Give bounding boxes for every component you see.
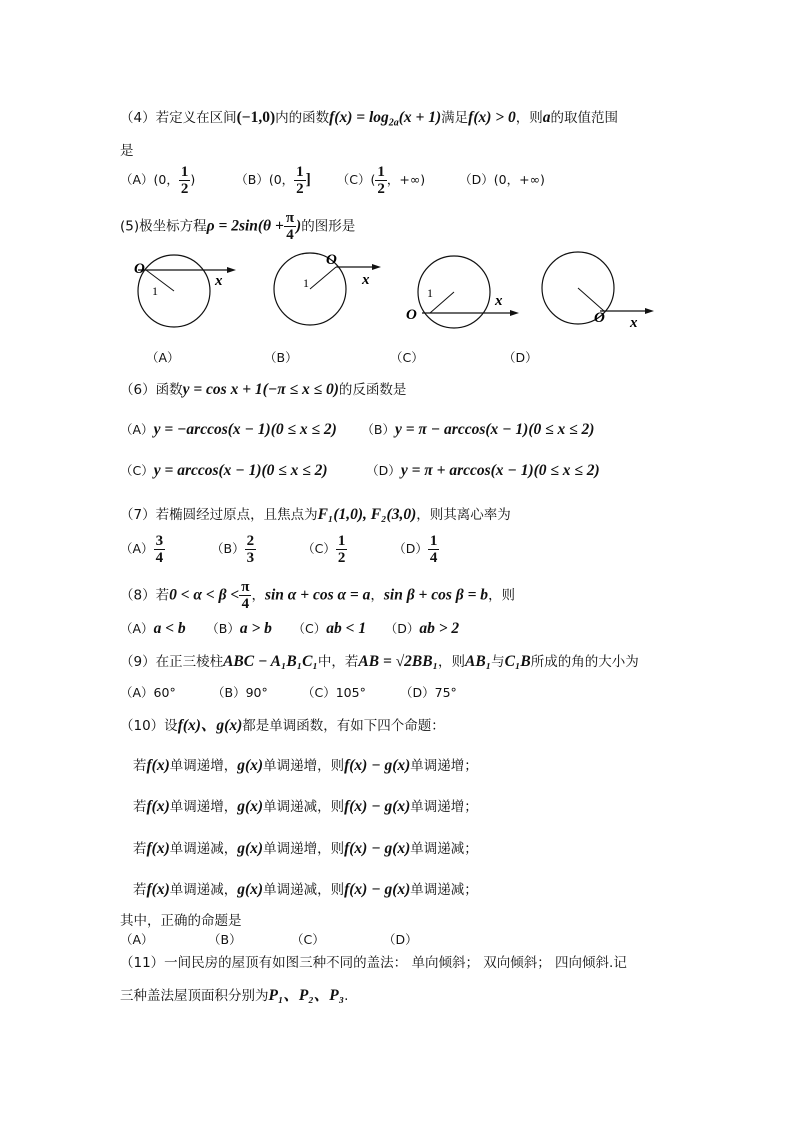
prop4-ruo: 若 [133,882,147,898]
q7-a-num: 3 [155,533,164,549]
q4-option-a [120,164,196,197]
q8-options [120,619,459,638]
prop3-s3: 单调递减； [410,841,478,857]
prop3-f: f(x) [146,840,170,857]
q4-b-pre: （B）(0， [235,172,295,187]
q8-cond: 0 < α < β < [169,586,240,604]
q11-pre: 三种盖法屋顶面积分别为 [120,988,269,1004]
q4-b-den: 2 [296,181,304,197]
q4-option-c [336,164,426,197]
q8-a-label: （A） [120,621,154,636]
q4-c-frac [375,164,387,197]
q5-option-c: （C） [390,350,424,365]
prop4-s2: 单调递减，则 [263,882,345,898]
q6-suffix: 的反函数是 [338,382,407,398]
prop4-f: f(x) [146,881,170,898]
q10-option-c: （C） [291,932,325,947]
q6-a-label: （A） [120,422,154,437]
q9-then: ，则 [438,654,466,670]
q4-line2: 是 [120,143,134,159]
q7-a-label: （A） [120,541,154,556]
q5-frac [284,210,296,243]
q10-prop-3 [133,837,478,858]
q7-suffix: ，则其离心率为 [416,507,511,523]
q7-a-den: 4 [155,550,164,566]
q9-line [120,650,639,671]
prop1-s1: 单调递增， [169,758,238,774]
q8-b-label: （B） [206,621,240,636]
q4-c-pre: （C）( [336,172,376,187]
q4-c-den: 2 [377,181,385,197]
prop1-fg: f(x) − g(x) [344,757,411,774]
q8-prefix: （8）若 [120,587,170,604]
q11-p: P₁、P₂、P₃ [268,987,345,1004]
q6-b-label: （B） [361,422,395,437]
q9-option-a: （A）60° [120,685,176,700]
q9-suffix: 所成的角的大小为 [530,654,639,670]
q4-func: f(x) = log [329,109,389,126]
q9-prefix: （9）在正三棱柱 [120,654,224,670]
q11-line2 [120,983,348,1005]
q5-prefix: (5)极坐标方程 [120,218,207,235]
q9-ab1: AB₁ [465,653,492,670]
q7-options [120,533,439,566]
q7-c-den: 2 [337,550,346,566]
fig-b-x: x [362,272,370,288]
prop4-s1: 单调递减， [169,882,238,898]
q9-c1b: C₁B [504,653,531,670]
q5-den: 4 [286,227,294,243]
fig-d-x: x [630,315,638,331]
prop2-s3: 单调递增； [410,799,478,815]
figure-b [274,252,381,325]
q4-then: ，则 [515,110,543,126]
fig-c-one: 1 [427,286,433,300]
q7-option-a [154,533,166,566]
q6-c-label: （C） [120,463,154,478]
q10-line [120,713,445,735]
q11-post: . [344,988,349,1004]
fig-b-one: 1 [303,276,309,290]
q4-cond: f(x) > 0 [468,109,516,126]
q7-d-num: 1 [429,533,438,549]
q5-option-a: （A） [146,350,180,365]
q5-eq: ρ = 2sin(θ + [206,217,284,235]
q5-num: π [285,210,295,226]
q6-options-cd [120,461,600,480]
q7-d-label: （D） [393,541,428,556]
q9-prism: ABC − A₁B₁C₁ [223,653,318,670]
prop3-s2: 单调递增，则 [263,841,345,857]
q8-option-a: a < b [153,620,186,637]
prop1-f: f(x) [146,757,170,774]
q9-eq: AB = √2BB₁ [358,653,439,670]
q8-option-c: ab < 1 [326,620,367,637]
fig-c-x: x [495,293,503,309]
q4-c-num: 1 [377,164,385,180]
prop1-ruo: 若 [133,758,147,774]
q7-foci: F₁(1,0), F₂(3,0) [317,506,417,523]
prop3-fg: f(x) − g(x) [344,840,411,857]
q10-option-a: （A） [120,932,154,947]
prop2-fg: f(x) − g(x) [344,798,411,815]
prop3-s1: 单调递减， [169,841,238,857]
q5-close: ) [296,217,302,235]
q6-option-c: y = arccos(x − 1)(0 ≤ x ≤ 2) [153,462,328,479]
q7-c-label: （C） [302,541,336,556]
prop2-s2: 单调递减，则 [263,799,345,815]
q4-func-arg: (x + 1) [398,109,442,126]
q7-option-c [336,533,348,566]
q4-interval: (−1,0) [236,109,276,126]
q6-option-b: y = π − arccos(x − 1)(0 ≤ x ≤ 2) [394,421,595,438]
q8-den: 4 [241,596,250,612]
q8-option-b: a > b [239,620,272,637]
q4-b-num: 1 [296,164,304,180]
q4-a-pre: （A）(0， [120,172,179,187]
q4-var: a [542,109,551,126]
q8-line [120,579,515,612]
q4-a-post: ) [190,172,196,187]
fig-a-x: x [215,273,223,289]
q4-line1 [120,106,618,129]
q9-with: 与 [491,654,505,670]
q8-c-label: （C） [292,621,327,636]
q4-a-den: 2 [180,181,189,197]
q7-option-b [245,533,257,566]
prop2-s1: 单调递增， [169,799,238,815]
q7-b-den: 3 [246,550,255,566]
q4-log-base: 2a [388,117,399,129]
q7-line [120,503,511,524]
q8-option-d: ab > 2 [419,620,460,637]
q10-prop-4 [133,878,478,899]
figure-c [406,256,519,328]
q10-option-b: （B） [208,932,242,947]
prop1-s2: 单调递增，则 [263,758,345,774]
q8-eq2: sin β + cos β = b [383,586,489,604]
q5-line [120,210,355,243]
q10-prop-1 [133,754,478,775]
q6-option-d: y = π + arccos(x − 1)(0 ≤ x ≤ 2) [400,462,600,479]
prop2-ruo: 若 [133,799,147,815]
q7-option-d [428,533,440,566]
q6-line [120,378,406,399]
q10-option-d: （D） [383,932,418,947]
q4-option-d: （D）(0，+∞) [459,172,545,187]
q4-c-post: ，+∞) [386,172,426,187]
q8-num: π [241,579,250,595]
q10-prefix: （10）设 [120,718,178,734]
prop2-f: f(x) [146,798,170,815]
q5-figures [0,245,794,365]
q7-d-den: 4 [429,550,438,566]
q6-options-ab [120,420,594,439]
prop4-g: g(x) [237,881,264,898]
prop3-ruo: 若 [133,841,147,857]
q10-suffix: 都是单调函数，有如下四个命题： [242,718,445,734]
q8-sep2: ， [370,587,384,604]
q10-conclusion: 其中，正确的命题是 [120,913,242,929]
q6-option-a: y = −arccos(x − 1)(0 ≤ x ≤ 2) [153,421,337,438]
q4-options [120,164,545,197]
prop3-g: g(x) [237,840,264,857]
q9-mid: 中，若 [317,654,359,670]
q4-b-post: ] [305,171,311,188]
q4-option-b [235,164,311,197]
q8-eq1: sin α + cos α = a [264,586,371,604]
q7-b-label: （B） [211,541,245,556]
q6-d-label: （D） [366,463,401,478]
figure-a [134,255,236,327]
prop1-g: g(x) [237,757,264,774]
fig-a-one: 1 [152,284,158,298]
q5-option-d: （D） [503,350,538,365]
q8-suffix: ，则 [488,587,516,604]
q4-b-frac [294,164,306,197]
prop4-s3: 单调递减； [410,882,478,898]
q8-d-label: （D） [384,621,420,636]
q11-line1: （11）一间民房的屋顶有如图三种不同的盖法： 单向倾斜； 双向倾斜； 四向倾斜.记 [120,955,627,971]
prop2-g: g(x) [237,798,264,815]
q5-option-b: （B） [264,350,298,365]
q7-b-num: 2 [246,533,255,549]
prop1-s3: 单调递增； [410,758,478,774]
q4-a-num: 1 [180,164,189,180]
q5-suffix: 的图形是 [301,218,356,235]
q8-sep1: ， [251,587,265,604]
q6-prefix: （6）函数 [120,382,183,398]
fig-b-origin: O [326,252,337,268]
q4-mid: 内的函数 [275,110,330,126]
fig-c-origin: O [406,307,417,323]
q7-c-num: 1 [337,533,346,549]
q8-frac [239,579,251,612]
figure-d [542,252,654,331]
fig-d-origin: O [594,310,605,326]
fig-a-origin: O [134,261,145,277]
q4-prefix: （4）若定义在区间 [120,110,237,126]
prop4-fg: f(x) − g(x) [344,881,411,898]
q7-prefix: （7）若椭圆经过原点，且焦点为 [120,507,318,523]
q10-fg: f(x)、g(x) [177,717,243,734]
q9-option-d: （D）75° [400,685,457,700]
q4-satisfy: 满足 [441,110,469,126]
q4-tail: 的取值范围 [550,110,618,126]
q6-eq: y = cos x + 1(−π ≤ x ≤ 0) [182,381,339,398]
q9-option-b: （B）90° [212,685,268,700]
q10-prop-2 [133,795,478,816]
q9-option-c: （C）105° [302,685,366,700]
q4-a-frac [179,164,191,197]
